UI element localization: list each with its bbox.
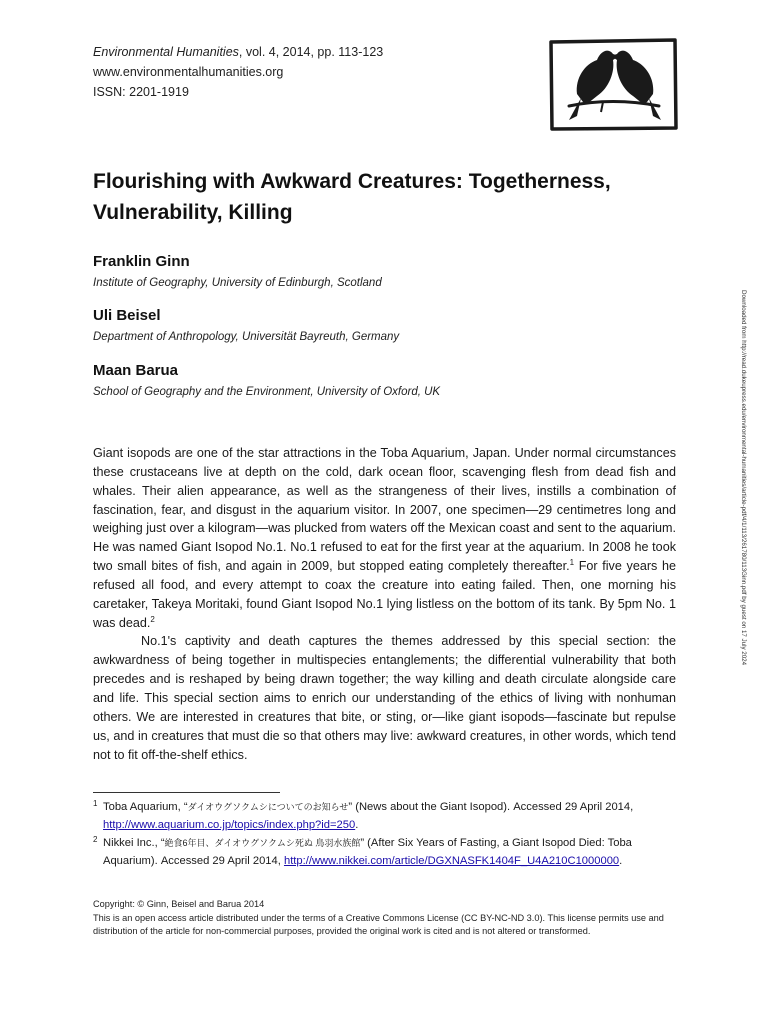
article-title: Flourishing with Awkward Creatures: Togetherness, Vulnerability, Killing: [93, 170, 611, 224]
author-name: Maan Barua: [93, 362, 179, 379]
download-notice: Downloaded from http://read.dukeupress.edu/environmental-humanities/article-pdf/4/1/113/261780/113Ginn.pdf by guest on 17 July 2024: [740, 290, 747, 666]
author-affiliation: School of Geography and the Environment, University of Oxford, UK: [93, 386, 441, 398]
body-paragraph: [93, 444, 676, 632]
footnote-text: .: [355, 819, 359, 831]
journal-website: www.environmentalhumanities.org: [93, 65, 284, 79]
footnote-ref[interactable]: 2: [150, 614, 155, 624]
footnote-text: ” (After Six Years of Fasting, a Giant Isopod Died: Toba Aquarium). Accessed 29 April 2014,: [103, 837, 632, 867]
body-paragraph: No.1's captivity and death captures the themes addressed by this special section: the awkwardness of being together in multispecies entanglements; the differential vulnerability that both precedes and is reshaped by being drawn together; the way killing and death circulate alongside care and life. This special section aims to enrich our understanding of the ethics of living with nonhuman others. We are interested in creatures that bite, or sting, or—like giant isopods—fascinate but repulse us, and in creatures that must die so that others may live: awkward creatures, in other words, which tend not to fit off-the-shelf ethics.: [93, 634, 676, 762]
copyright-notice: [93, 898, 683, 939]
author-block: [93, 306, 399, 345]
author-block: [93, 252, 382, 291]
author-affiliation: Institute of Geography, University of Edinburgh, Scotland: [93, 277, 382, 289]
footnote-text: Nikkei Inc., “: [103, 837, 165, 849]
journal-header: [93, 42, 383, 102]
citation-details: , vol. 4, 2014, pp. 113-123: [238, 45, 384, 59]
journal-citation: [93, 42, 383, 62]
author-affiliation: Department of Anthropology, Universität Bayreuth, Germany: [93, 331, 400, 343]
author-name: Franklin Ginn: [93, 253, 190, 270]
paragraph-text: For five years he refused all food, and every attempt to coax the creature into eating failed. Then, one morning his caretaker, Takeya Moritaki, found Giant Isopod No.1 lying listless on the bottom of its tank. By 5pm No. 1 was dead.: [93, 559, 676, 630]
license-text: This is an open access article distributed under the terms of a Creative Commons License (CC BY-NC-ND 3.0). This license permits use and distribution of the article for non-commercial purposes, provided the original work is cited and is not altered or transformed.: [93, 912, 664, 937]
footnote-text: .: [619, 855, 623, 867]
paragraph-text: Giant isopods are one of the star attractions in the Toba Aquarium, Japan. Under normal circumstances these crustaceans live at depth on the cold, dark ocean floor, scavenging flesh from dead fish and whales. Their alien appearance, as well as the strangeness of their lives, instills a combination of fascination, fear, and disgust in the aquarium visitor. In 2007, one specimen—29 centimetres long and weighing just over a kilogram—was plucked from waters off the Mexican coast and sent to the aquarium. He was named Giant Isopod No.1. No.1 refused to eat for the first year at the aquarium. In 2008 he took two small bites of fish, and again in 2009, but stopped eating completely thereafter.: [93, 446, 676, 574]
journal-name: Environmental Humanities: [93, 45, 239, 59]
footnote-link[interactable]: http://www.nikkei.com/article/DGXNASFK1404F_U4A210C1000000: [283, 855, 620, 867]
author-name: Uli Beisel: [93, 307, 161, 324]
article-body: [93, 444, 676, 764]
journal-logo: [547, 36, 679, 132]
footnotes: [93, 798, 676, 870]
footnote-mark: 2: [93, 835, 98, 844]
footnote-japanese-title: ダイオウグソクムシについてのお知らせ: [187, 802, 349, 812]
footnote-text: ” (News about the Giant Isopod). Accessed 29 April 2014,: [348, 801, 634, 813]
footnote-link[interactable]: http://www.aquarium.co.jp/topics/index.php?id=250: [103, 819, 356, 831]
journal-issn: ISSN: 2201-1919: [93, 85, 189, 99]
footnote: [93, 834, 676, 870]
footnote: [93, 798, 676, 834]
two-birds-on-branch-icon: [547, 36, 679, 132]
copyright-line: Copyright: © Ginn, Beisel and Barua 2014: [93, 899, 265, 909]
footnote-divider: [93, 792, 280, 793]
footnote-japanese-title: 絶食6年目、ダイオウグソクムシ死ぬ 鳥羽水族館: [164, 838, 361, 848]
author-block: [93, 361, 440, 400]
footnote-text: Toba Aquarium, “: [103, 801, 188, 813]
footnote-mark: 1: [93, 799, 98, 808]
footnote-ref[interactable]: 1: [569, 557, 575, 567]
